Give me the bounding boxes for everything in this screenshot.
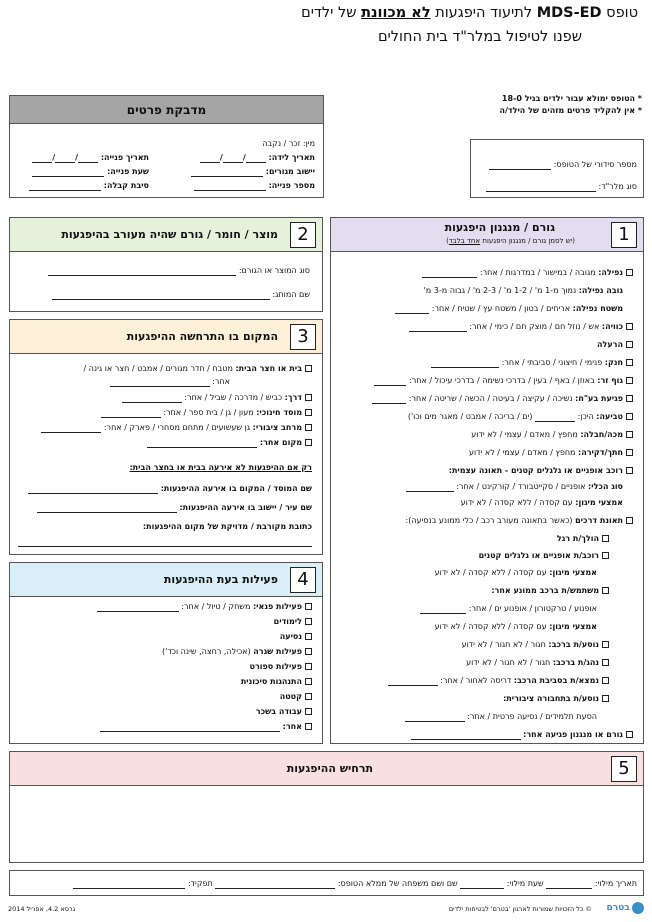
row-poisoning: הרעלה <box>597 340 633 350</box>
section-3-header <box>10 320 322 354</box>
home-other-field[interactable] <box>110 378 210 387</box>
fill-date-field[interactable] <box>546 880 592 889</box>
serial-field[interactable] <box>489 161 551 170</box>
section-product <box>9 217 323 312</box>
leisure-other-field[interactable] <box>97 603 179 612</box>
row-drowning: טביעה: היכן: (ים / בריכה / אמבט / מאגר מים וכו') <box>408 412 633 422</box>
school-checkbox[interactable] <box>305 409 312 416</box>
settlement-field[interactable] <box>191 168 263 177</box>
poisoning-checkbox[interactable] <box>626 341 633 348</box>
row-self-cycling: רוכב אופניים או גלגלים קטנים - תאונה עצמית: <box>449 466 633 476</box>
row-travel: נסיעה <box>280 632 312 642</box>
choking-checkbox[interactable] <box>626 359 633 366</box>
row-protection-1: אמצעי מיגון: עם קסדה / ללא קסדה / לא ידוע <box>460 498 623 507</box>
burn-checkbox[interactable] <box>626 323 633 330</box>
other-mechanism-field[interactable] <box>411 731 521 740</box>
visit-number-field[interactable] <box>194 182 266 191</box>
road-accident-checkbox[interactable] <box>626 517 633 524</box>
motor-other-field[interactable] <box>420 605 466 614</box>
visit-year-field[interactable] <box>32 154 52 163</box>
section-mechanism <box>330 217 644 744</box>
pedestrian-checkbox[interactable] <box>602 535 609 542</box>
row-work: עבודה בשכר <box>256 707 312 717</box>
section-5-header <box>10 752 643 786</box>
admission-reason-label: סיבת קבלה: <box>103 181 149 190</box>
fall-other-field[interactable] <box>422 269 477 278</box>
studies-checkbox[interactable] <box>305 618 312 625</box>
near-vehicle-other-field[interactable] <box>388 677 438 686</box>
other-place-checkbox[interactable] <box>305 439 312 446</box>
animal-other-field[interactable] <box>372 395 406 404</box>
sport-checkbox[interactable] <box>305 663 312 670</box>
form-subtitle: שפנו לטיפול במלר"ד בית החולים <box>377 29 582 45</box>
row-near-vehicle: נמצא/ת בסביבת הרכב: דריסה לאחור / אחר: <box>388 676 609 686</box>
copyright: © כל הזכויות שמורות לארגון 'בטרם' לבטיחות ילדים <box>448 905 592 913</box>
row-other-activity: אחר: <box>100 722 312 732</box>
public-transport-checkbox[interactable] <box>602 695 609 702</box>
row-driver: נהג/ת ברכב: חגור / לא חגור / לא ידוע <box>466 658 609 668</box>
section-location <box>9 319 323 555</box>
er-type-field[interactable] <box>486 183 596 192</box>
section-5-number: 5 <box>611 756 637 782</box>
visit-date-label: תאריך פנייה: <box>100 153 149 162</box>
surface-other-field[interactable] <box>395 305 429 314</box>
fill-time-field[interactable] <box>460 880 504 889</box>
sticker-title: מדבקת פרטים <box>126 103 207 117</box>
row-blow: מכה/חבלה: מחפץ / מאדם / עצמי / לא ידוע <box>471 430 633 440</box>
role-field[interactable] <box>73 880 185 889</box>
row-public-transport: נוסע/ת בתחבורה ציבורית: <box>503 694 609 704</box>
row-home-other: אחר: <box>110 377 230 387</box>
row-road-accident: תאונת דרכים (כאשר בתאונה מעורב רכב / כלי ממונע בנסיעה): <box>406 516 633 526</box>
outside-note: רק אם ההיפגעות לא אירעה בבית או בחצר הבית: <box>129 463 312 472</box>
section-3-title: המקום בו התרחשה ההיפגעות <box>126 330 278 343</box>
settlement-label: יישוב מגורים: <box>265 167 315 176</box>
row-choking: חנק: פנימי / חיצוני / סביבתי / אחר: <box>431 358 633 368</box>
row-address: כתובת מקורבת / מדויקת של מקום ההיפגעות: <box>142 522 312 531</box>
row-school: מוסד חינוכי: מעון / גן / בית ספר / אחר: <box>101 408 312 418</box>
near-vehicle-checkbox[interactable] <box>602 677 609 684</box>
row-leisure: פעילות פנאי: משחק / טיול / אחר: <box>97 602 312 612</box>
city-field[interactable] <box>37 504 177 513</box>
work-checkbox[interactable] <box>305 708 312 715</box>
visit-time-label: שעת פנייה: <box>107 167 149 176</box>
row-transport-types: הסעת תלמידים / נסיעה פרטית / אחר: <box>405 712 597 722</box>
gender-label: מין: זכר / נקבה <box>262 139 315 148</box>
form-title: טופס MDS-ED לתיעוד היפגעות לא מכוונת של ילדים <box>301 5 638 21</box>
cut-checkbox[interactable] <box>626 449 633 456</box>
row-risky: התנהגות סיכונית <box>241 677 312 687</box>
row-road: דרך: כביש / מדרכה / שביל / אחר: <box>122 393 312 403</box>
section-4-number: 4 <box>290 567 316 593</box>
er-type-label: סוג מלר"ד: <box>598 182 637 191</box>
section-1-header <box>331 218 643 252</box>
section-4-header <box>10 563 322 597</box>
footer-fields: תאריך מילוי: שעת מילוי: שם ושם משפחה של ממלא הטופס: תפקיד: <box>73 879 637 889</box>
row-pedestrian: הולך/ת רגל <box>557 534 609 544</box>
identity-note: * אין להקליד פרטים מזהים של הילד/ה <box>499 106 642 115</box>
risky-checkbox[interactable] <box>305 678 312 685</box>
section-scenario <box>9 751 644 863</box>
row-vehicle-type: סוג הכלי: אופניים / סקייטבורד / קורקינט / אחר: <box>406 482 623 492</box>
scenario-textarea[interactable] <box>12 788 641 860</box>
other-place-field[interactable] <box>147 439 257 448</box>
institution-field[interactable] <box>28 485 158 494</box>
choking-other-field[interactable] <box>431 359 499 368</box>
section-1-title: גורם / מנגנון היפגעות <box>444 221 555 234</box>
row-burn: כוויה: אש / נוזל חם / מוצק חם / כימי / אחר: <box>409 322 633 332</box>
logo-text: בטרם <box>606 903 630 913</box>
public-space-checkbox[interactable] <box>305 424 312 431</box>
vehicle-other-field[interactable] <box>406 483 454 492</box>
visit-day-field[interactable] <box>78 154 98 163</box>
version: גרסא 4.2, אפריל 2014 <box>8 905 76 913</box>
passenger-checkbox[interactable] <box>602 641 609 648</box>
section-4-title: פעילות בעת ההיפגעות <box>163 573 278 586</box>
row-fall-surface: משטח נפילה: אריחים / בטון / משטח עץ / שטיח / אחר: <box>395 304 623 314</box>
row-institution: שם המוסד / המקום בו אירעה ההיפגעות: <box>28 484 312 494</box>
foreign-body-checkbox[interactable] <box>626 377 633 384</box>
routine-checkbox[interactable] <box>305 648 312 655</box>
section-1-number: 1 <box>611 222 637 248</box>
admission-reason-field[interactable] <box>29 182 101 191</box>
row-home: בית או חצר הבית: מטבח / חדר מגורים / אמבט / חצר או גינה / <box>83 364 312 374</box>
animal-checkbox[interactable] <box>626 395 633 402</box>
foreign-body-other-field[interactable] <box>374 377 406 386</box>
home-checkbox[interactable] <box>305 365 312 372</box>
leisure-checkbox[interactable] <box>305 603 312 610</box>
row-product-type: סוג המוצר או הגורם: <box>48 266 310 276</box>
self-cycling-checkbox[interactable] <box>626 467 633 474</box>
row-fight: קטטה <box>280 692 312 702</box>
row-other-place: מקום אחר: <box>147 438 312 448</box>
burn-other-field[interactable] <box>409 323 467 332</box>
row-fall: נפילה: מגובה / במישור / במדרגות / אחר: <box>422 268 633 278</box>
blow-checkbox[interactable] <box>626 431 633 438</box>
row-public-space: מרחב ציבורי: גן שעשועים / מתחם מסחרי / פארק / אחר: <box>41 423 312 433</box>
travel-checkbox[interactable] <box>305 633 312 640</box>
section-1-subtitle: (יש לסמן גורם / מנגנון היפגעות אחד בלבד) <box>446 237 575 245</box>
footer-logo <box>606 902 644 914</box>
visit-time-field[interactable] <box>32 168 104 177</box>
row-sport: פעילות ספורט <box>250 662 312 672</box>
drowning-checkbox[interactable] <box>626 413 633 420</box>
product-name-field[interactable] <box>52 291 270 300</box>
row-city: שם עיר / יישוב בו אירעה ההיפגעות: <box>37 503 312 513</box>
row-protection-2: אמצעי מיגון: עם קסדה / ללא קסדה / לא ידוע <box>434 568 597 577</box>
row-cut: חתך/דקירה: מחפץ / מאדם / עצמי / לא ידוע <box>469 448 633 458</box>
age-note: * הטופס ימולא עבור ילדים בגיל 18-0 <box>501 94 642 103</box>
sticker-box: מדבקת פרטים מין: זכר / נקבה תאריך לידה: // תאריך פנייה: // יישוב מגורים: שעת פנייה: מספר פנייה: סיבת קבלה: <box>9 95 324 198</box>
other-motor-checkbox[interactable] <box>602 587 609 594</box>
sticker-header <box>10 96 323 124</box>
row-studies: לימודים <box>274 617 312 627</box>
section-activity <box>9 562 323 744</box>
section-2-title: מוצר / חומר / גורם שהיה מעורב בהיפגעות <box>61 228 278 241</box>
driver-checkbox[interactable] <box>602 659 609 666</box>
public-space-other-field[interactable] <box>41 424 101 433</box>
section-5-title: תרחיש ההיפגעות <box>286 762 373 775</box>
row-foreign-body: גוף זר: באוזן / באף / בעין / בדרכי נשימה / בדרכי עיכול / אחר: <box>374 376 633 386</box>
birth-date-label: תאריך לידה: <box>268 153 315 162</box>
product-type-field[interactable] <box>48 267 236 276</box>
row-routine: פעילות שגרה (אכילה, רחצה, שינה וכד') <box>162 647 312 657</box>
row-other-motor: משתמש/ת ברכב ממונע אחר: <box>491 586 609 596</box>
serial-box <box>470 139 644 198</box>
school-other-field[interactable] <box>101 409 161 418</box>
address-field[interactable] <box>18 538 312 547</box>
transport-other-field[interactable] <box>405 713 465 722</box>
birth-day-field[interactable] <box>246 154 266 163</box>
visit-month-field[interactable] <box>55 154 75 163</box>
road-checkbox[interactable] <box>305 394 312 401</box>
birth-year-field[interactable] <box>200 154 220 163</box>
row-motor-types: אופנוע / טרקטורון / אופנוע ים / אחר: <box>420 604 597 614</box>
section-2-number: 2 <box>290 222 316 248</box>
drowning-where-field[interactable] <box>535 413 575 422</box>
birth-month-field[interactable] <box>223 154 243 163</box>
row-cyclist: רוכב/ת אופניים או גלגלים קטנים <box>479 551 609 561</box>
filler-name-field[interactable] <box>215 880 335 889</box>
row-animal: פגיעת בע"ח: נשיכה / עקיצה / בעיטה / הכשה / שריטה / אחר: <box>372 394 633 404</box>
visit-number-label: מספר פנייה: <box>268 181 315 190</box>
logo-circle <box>632 902 644 914</box>
other-mechanism-checkbox[interactable] <box>626 731 633 738</box>
fall-checkbox[interactable] <box>626 269 633 276</box>
section-2-header <box>10 218 322 252</box>
fight-checkbox[interactable] <box>305 693 312 700</box>
footer-box <box>9 870 644 896</box>
section-3-number: 3 <box>290 324 316 350</box>
other-activity-checkbox[interactable] <box>305 723 312 730</box>
row-product-name: שם המותג: <box>52 290 310 300</box>
serial-label: מספר סידורי של הטופס: <box>553 160 637 169</box>
row-protection-3: אמצעי מיגון: עם קסדה / ללא קסדה / לא ידוע <box>434 622 597 631</box>
row-other-mechanism: גורם או מנגנון פגיעה אחר: <box>411 730 633 740</box>
row-fall-height: גובה נפילה: נמוך מ-1 מ' / 1-2 מ' / 2-3 מ' / גבוה מ-3 מ' <box>423 286 623 295</box>
row-passenger: נוסע/ת ברכב: חגור / לא חגור / לא ידוע <box>462 640 609 650</box>
road-other-field[interactable] <box>122 394 182 403</box>
cyclist-checkbox[interactable] <box>602 552 609 559</box>
other-activity-field[interactable] <box>100 723 280 732</box>
